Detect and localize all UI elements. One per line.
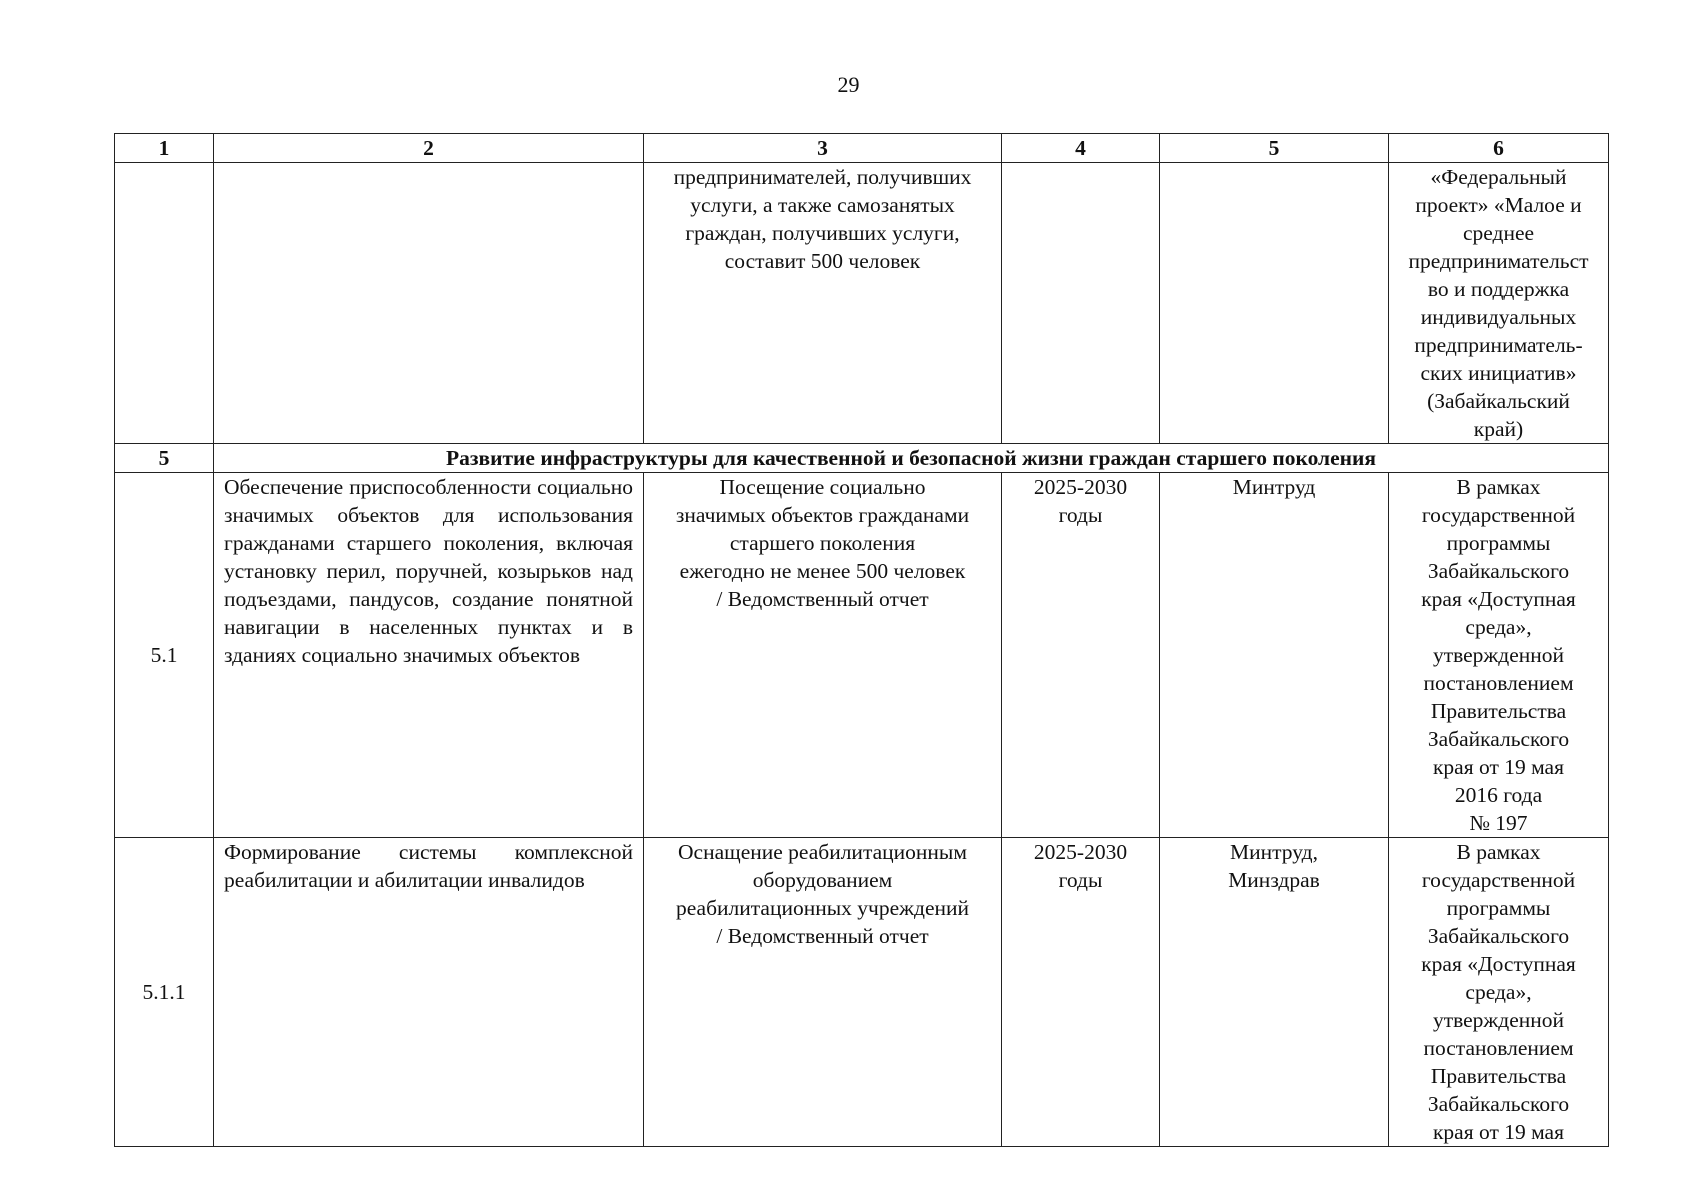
cell-line: края «Доступная: [1421, 587, 1576, 611]
table-cell: [1002, 163, 1160, 444]
cell-line: № 197: [1469, 811, 1528, 835]
cell-line: проект» «Малое и: [1415, 193, 1582, 217]
cell-line: среда»,: [1465, 980, 1532, 1004]
column-header: 1: [115, 134, 214, 163]
column-header: 3: [644, 134, 1002, 163]
cell-line: программы: [1446, 896, 1551, 920]
cell-line: край): [1473, 417, 1524, 441]
result-cell: [644, 838, 1002, 1147]
cell-line: 2025-2030: [1033, 840, 1128, 864]
page-number: 29: [837, 72, 860, 97]
cell-line: среда»,: [1465, 615, 1532, 639]
row-number: 5.1.1: [115, 838, 214, 1147]
cell-line: края от 19 мая: [1432, 755, 1564, 779]
source-cell: [1389, 838, 1609, 1147]
column-header: 6: [1389, 134, 1609, 163]
cell-line: утвержденной: [1432, 1008, 1565, 1032]
cell-line: предпринимательст: [1408, 249, 1589, 273]
cell-line: Забайкальского: [1427, 559, 1570, 583]
cell-line: услуги, а также самозанятых: [690, 193, 955, 217]
cell-line: реабилитационных учреждений: [675, 896, 970, 920]
row-number: 5.1: [115, 473, 214, 838]
table-cell: [1160, 163, 1389, 444]
cell-line: Забайкальского: [1427, 727, 1570, 751]
executor-cell: [1160, 838, 1389, 1147]
cell-line: государственной: [1421, 868, 1576, 892]
table-cell: [214, 163, 644, 444]
cell-line: Оснащение реабилитационным: [678, 840, 967, 864]
table-row: [115, 163, 1609, 444]
section-row: [115, 444, 1609, 473]
cell-line: годы: [1058, 868, 1103, 892]
cell-line: Минтруд: [1232, 475, 1316, 499]
cell-line: края от 19 мая: [1432, 1120, 1564, 1144]
table-cell: [1389, 163, 1609, 444]
cell-line: ежегодно не менее 500 человек: [679, 559, 966, 583]
cell-line: составит 500 человек: [724, 249, 921, 273]
table-header-row: [115, 134, 1609, 163]
result-cell: [644, 473, 1002, 838]
cell-line: 2016 года: [1454, 783, 1543, 807]
table-cell: [644, 163, 1002, 444]
cell-line: старшего поколения: [729, 531, 916, 555]
cell-line: годы: [1058, 503, 1103, 527]
table-cell: [115, 163, 214, 444]
cell-line: оборудованием: [752, 868, 893, 892]
cell-line: предприниматель-: [1414, 333, 1583, 357]
cell-line: среднее: [1462, 221, 1535, 245]
column-header: 2: [214, 134, 644, 163]
cell-line: предпринимателей, получивших: [673, 165, 972, 189]
cell-line: утвержденной: [1432, 643, 1565, 667]
cell-line: (Забайкальский: [1427, 389, 1570, 413]
column-header: 4: [1002, 134, 1160, 163]
cell-line: Посещение социально: [719, 475, 926, 499]
measure-cell: Обеспечение приспособленности социально значимых объектов для использования гражданами старшего поколения, включая установку перил, поручней, козырьков над подъездами, пандусов, создание понятной навигации в населенных пунктах и в зданиях социально значимых объектов: [214, 473, 644, 838]
source-cell: [1389, 473, 1609, 838]
cell-line: края «Доступная: [1421, 952, 1576, 976]
cell-line: граждан, получивших услуги,: [685, 221, 960, 245]
cell-line: государственной: [1421, 503, 1576, 527]
period-cell: [1002, 838, 1160, 1147]
cell-line: во и поддержка: [1427, 277, 1570, 301]
cell-line: В рамках: [1456, 475, 1541, 499]
measures-table: [114, 133, 1609, 1147]
cell-line: 2025-2030: [1033, 475, 1128, 499]
cell-line: индивидуальных: [1420, 305, 1577, 329]
cell-line: «Федеральный: [1430, 165, 1567, 189]
cell-line: Минтруд,: [1230, 840, 1318, 864]
cell-line: / Ведомственный отчет: [716, 587, 929, 611]
cell-line: программы: [1446, 531, 1551, 555]
section-title: Развитие инфраструктуры для качественной и безопасной жизни граждан старшего поколения: [214, 444, 1609, 473]
cell-line: Правительства: [1430, 699, 1567, 723]
period-cell: [1002, 473, 1160, 838]
cell-line: В рамках: [1456, 840, 1541, 864]
cell-line: Правительства: [1430, 1064, 1567, 1088]
cell-line: постановлением: [1423, 1036, 1574, 1060]
cell-line: Минздрав: [1228, 868, 1320, 892]
cell-line: Забайкальского: [1427, 1092, 1570, 1116]
column-header: 5: [1160, 134, 1389, 163]
table-row: [115, 838, 1609, 1147]
measure-cell: Формирование системы комплексной реабилитации и абилитации инвалидов: [214, 838, 644, 1147]
table-row: [115, 473, 1609, 838]
cell-line: постановлением: [1423, 671, 1574, 695]
cell-line: значимых объектов гражданами: [675, 503, 970, 527]
cell-line: Забайкальского: [1427, 924, 1570, 948]
cell-line: / Ведомственный отчет: [716, 924, 929, 948]
section-number: 5: [115, 444, 214, 473]
cell-line: ских инициатив»: [1420, 361, 1577, 385]
executor-cell: [1160, 473, 1389, 838]
